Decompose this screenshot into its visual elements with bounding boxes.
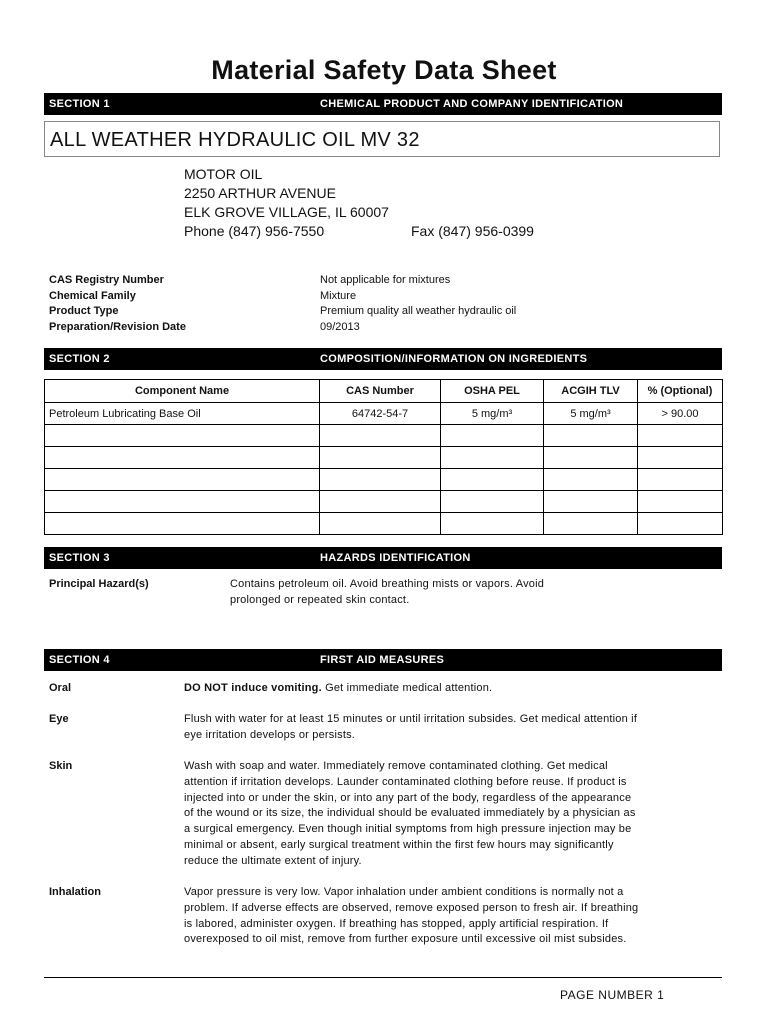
company-name: MOTOR OIL [184, 166, 263, 182]
principal-hazard-label: Principal Hazard(s) [49, 578, 149, 590]
text-line: minimal or absent, early surgical treatment within the first few hours may significantly [184, 838, 614, 851]
text-line: reduce the ultimate extent of injury. [184, 854, 362, 867]
table-cell [320, 491, 441, 513]
table-cell [638, 469, 723, 491]
text-line: overexposed to oil mist, remove from further exposure until excessive oil mist subsides. [184, 933, 627, 946]
text-line: Wash with soap and water. Immediately remove contaminated clothing. Get medical [184, 760, 608, 772]
column-header: ACGIH TLV [544, 380, 638, 403]
section-4-header [44, 649, 722, 671]
section-3-header [44, 547, 722, 569]
oral-label: Oral [49, 682, 72, 694]
text-line: eye irritation develops or persists. [184, 728, 356, 741]
chemical-family-label: Chemical Family [49, 290, 136, 302]
table-cell [638, 491, 723, 513]
table-cell [638, 447, 723, 469]
text-line: Contains petroleum oil. Avoid breathing mists or vapors. Avoid [230, 578, 545, 590]
table-cell [320, 469, 441, 491]
text-line: prolonged or repeated skin contact. [230, 593, 410, 606]
table-cell [441, 469, 544, 491]
product-type-label: Product Type [49, 305, 119, 317]
text-line: problem. If adverse effects are observed, remove exposed person to fresh air. If breathing [184, 901, 639, 914]
section-title: HAZARDS IDENTIFICATION [320, 552, 471, 564]
section-2-header [44, 348, 722, 370]
table-cell: 64742-54-7 [320, 403, 441, 425]
oral-text [184, 681, 492, 697]
table-cell: > 90.00 [638, 403, 723, 425]
text-line: Flush with water for at least 15 minutes or until irritation subsides. Get medical attention if [184, 713, 638, 725]
product-name: ALL WEATHER HYDRAULIC OIL MV 32 [50, 129, 420, 151]
table-cell [544, 469, 638, 491]
table-cell [441, 491, 544, 513]
section-title: FIRST AID MEASURES [320, 654, 445, 666]
table-row [45, 403, 723, 425]
table-cell [441, 447, 544, 469]
oral-instruction: Get immediate medical attention. [321, 682, 493, 694]
inhalation-label: Inhalation [49, 886, 101, 898]
text-line: attention if irritation develops. Launder contaminated clothing before reuse. If product is [184, 775, 627, 788]
text-line: a surgical emergency. Even though initial symptoms from high pressure injection may be [184, 823, 632, 836]
table-cell [544, 425, 638, 447]
section-number: SECTION 4 [49, 654, 110, 666]
eye-label: Eye [49, 713, 69, 725]
table-cell [441, 425, 544, 447]
table-cell: 5 mg/m³ [544, 403, 638, 425]
table-cell [544, 491, 638, 513]
section-number: SECTION 2 [49, 353, 110, 365]
chemical-family-value: Mixture [320, 290, 357, 302]
table-cell [638, 425, 723, 447]
section-number: SECTION 1 [49, 98, 110, 110]
table-cell [45, 491, 320, 513]
table-cell: Petroleum Lubricating Base Oil [45, 403, 320, 425]
document-title: Material Safety Data Sheet [211, 55, 557, 85]
table-row [45, 447, 723, 469]
table-cell [45, 425, 320, 447]
company-address-line-1: 2250 ARTHUR AVENUE [184, 185, 336, 201]
company-address-line-2: ELK GROVE VILLAGE, IL 60007 [184, 204, 389, 220]
eye-text [184, 712, 637, 744]
table-row [45, 513, 723, 535]
page-number: PAGE NUMBER 1 [560, 988, 665, 1002]
principal-hazard-text [230, 577, 544, 609]
table-cell [320, 425, 441, 447]
table-cell [638, 513, 723, 535]
table-cell [544, 513, 638, 535]
table-cell [45, 447, 320, 469]
product-type-value: Premium quality all weather hydraulic oil [320, 305, 517, 317]
table-cell: 5 mg/m³ [441, 403, 544, 425]
text-line: Vapor pressure is very low. Vapor inhalation under ambient conditions is normally not a [184, 886, 624, 898]
table-row [45, 491, 723, 513]
section-title: CHEMICAL PRODUCT AND COMPANY IDENTIFICATION [320, 98, 624, 110]
section-number: SECTION 3 [49, 552, 110, 564]
text-line: injected into or under the skin, or into any part of the body, regardless of the appearance [184, 791, 632, 804]
skin-label: Skin [49, 760, 73, 772]
company-phone: Phone (847) 956-7550 [184, 223, 325, 239]
product-name-box [44, 121, 720, 157]
cas-registry-value: Not applicable for mixtures [320, 274, 451, 286]
composition-table [44, 379, 723, 535]
column-header: CAS Number [320, 380, 441, 403]
text-line: of the wound or its size, the individual should be evaluated immediately by a physician as [184, 807, 636, 820]
table-cell [45, 469, 320, 491]
section-1-header [44, 93, 722, 115]
column-header: OSHA PEL [441, 380, 544, 403]
footer-divider [44, 977, 722, 978]
company-fax: Fax (847) 956-0399 [411, 223, 534, 239]
table-cell [320, 447, 441, 469]
table-header-row [45, 380, 723, 403]
skin-text [184, 759, 636, 870]
table-cell [45, 513, 320, 535]
section-title: COMPOSITION/INFORMATION ON INGREDIENTS [320, 353, 588, 365]
table-cell [320, 513, 441, 535]
inhalation-text [184, 885, 638, 948]
column-header: Component Name [45, 380, 320, 403]
revision-date-label: Preparation/Revision Date [49, 321, 186, 333]
column-header: % (Optional) [638, 380, 723, 403]
table-cell [544, 447, 638, 469]
table-row [45, 425, 723, 447]
table-row [45, 469, 723, 491]
cas-registry-label: CAS Registry Number [49, 274, 164, 286]
oral-warning: DO NOT induce vomiting. [184, 682, 322, 694]
text-line: is labored, administer oxygen. If breathing has stopped, apply artificial respiration. If [184, 917, 609, 930]
table-cell [441, 513, 544, 535]
revision-date-value: 09/2013 [320, 321, 360, 333]
